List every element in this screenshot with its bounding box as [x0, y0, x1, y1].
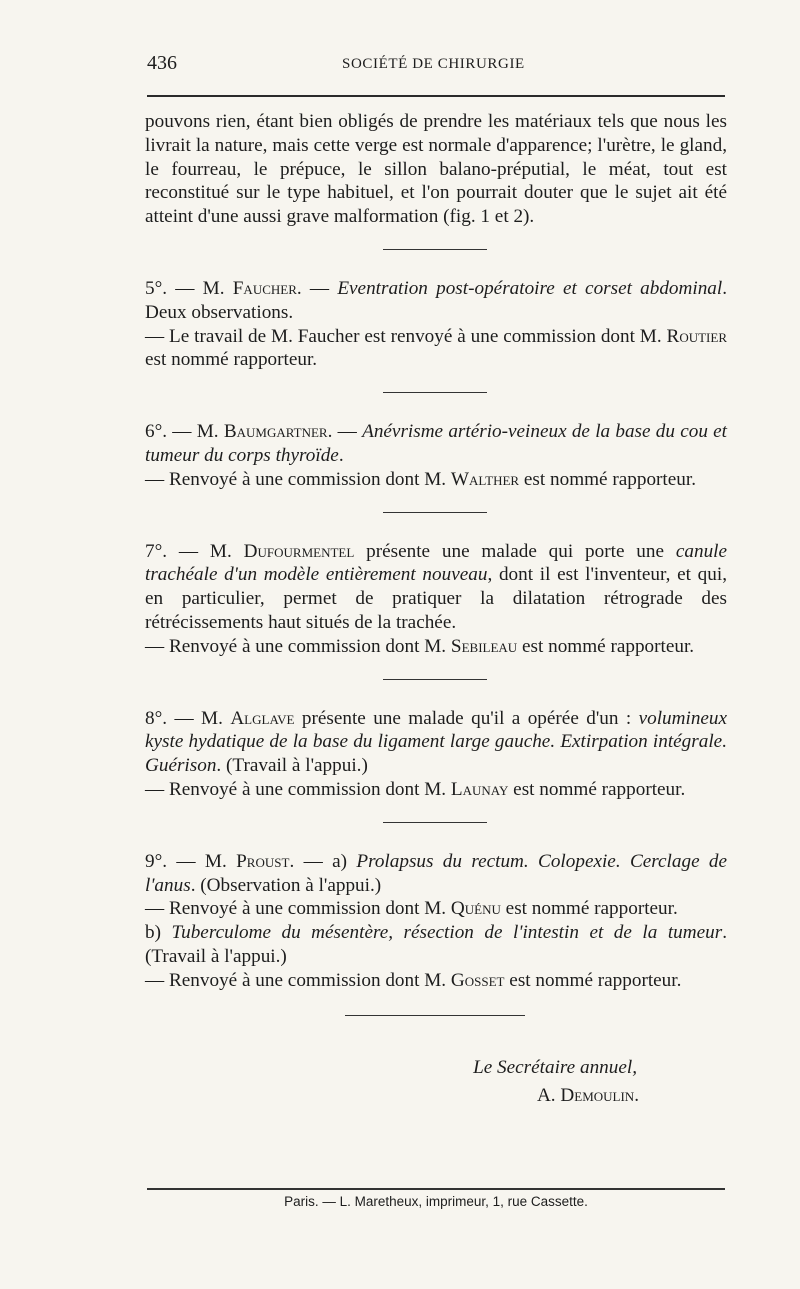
signature-name: A. Demoulin. [536, 1084, 639, 1106]
rapporteur-name: Routier [666, 325, 727, 347]
item-entry: b) Tuberculome du mésentère, résection de l'intestin et de la tumeur. (Travail à l'appui.) [145, 922, 727, 967]
separator [383, 679, 487, 680]
item-title: Prolapsus du rectum. Colopexie. Cerclage de l'anus [145, 850, 728, 896]
item-7 [145, 540, 727, 659]
item-5 [145, 277, 727, 372]
separator [383, 512, 487, 513]
referral: — Renvoyé à une commission dont M. Walther est nommé rapporteur. [145, 468, 696, 490]
author-name: Alglave [230, 707, 295, 729]
author-name: Proust [236, 850, 290, 872]
rapporteur-name: Sebileau [450, 635, 518, 657]
item-6 [145, 420, 727, 491]
separator [345, 1015, 525, 1016]
referral: — Renvoyé à une commission dont M. Quénu est nommé rapporteur. [145, 898, 678, 920]
author-name: Dufourmentel [243, 540, 355, 562]
referral: — Le travail de M. Faucher est renvoyé à une commission dont M. Routier est nommé rapporteur. [145, 325, 727, 371]
item-8 [145, 707, 727, 802]
referral: — Renvoyé à une commission dont M. Gosset est nommé rapporteur. [145, 969, 682, 991]
item-9 [145, 850, 727, 993]
rapporteur-name: Walther [450, 468, 520, 490]
rapporteur-name: Gosset [450, 969, 505, 991]
separator [383, 392, 487, 393]
author-name: Faucher [232, 277, 297, 299]
separator [383, 249, 487, 250]
item-entry: 5°. — M. Faucher. — Eventration post-opératoire et corset abdominal. Deux observations. [145, 277, 728, 323]
printer-imprint: Paris. — L. Maretheux, imprimeur, 1, rue Cassette. [284, 1194, 588, 1209]
signature-role: Le Secrétaire annuel, [473, 1056, 637, 1078]
item-entry: 7°. — M. Dufourmentel présente une malade qui porte une canule trachéale d'un modèle entièrement nouveau, dont il est l'inventeur, et qui, en particulier, permet de pratiquer la dilatation rétrograde des rétrécissements haut situés de la trachée. [145, 540, 728, 633]
signature-block [145, 1054, 727, 1110]
referral: — Renvoyé à une commission dont M. Sebileau est nommé rapporteur. [145, 635, 695, 657]
item-title: Anévrisme artério-veineux de la base du cou et tumeur du corps thyroïde [145, 421, 728, 466]
referral: — Renvoyé à une commission dont M. Launay est nommé rapporteur. [145, 778, 686, 800]
intro-paragraph: pouvons rien, étant bien obligés de prendre les matériaux tels que nous les livrait la nature, mais cette verge est normale d'apparence; l'urètre, le gland, le fourreau, le prépuce, le sillon balano-préputial, le méat, tout est reconstitué sur le type habituel, et l'on pourrait douter que le sujet ait été atteint d'une aussi grave malformation (fig. 1 et 2). [145, 111, 727, 228]
item-entry: 9°. — M. Proust. — a) Prolapsus du rectum. Colopexie. Cerclage de l'anus. (Observation à l'appui.) [145, 850, 728, 896]
item-entry: 8°. — M. Alglave présente une malade qu'il a opérée d'un : volumineux kyste hydatique de la base du ligament large gauche. Extirpation intégrale. Guérison. (Travail à l'appui.) [145, 707, 728, 777]
item-entry: 6°. — M. Baumgartner. — Anévrisme artério-veineux de la base du cou et tumeur du corps thyroïde. [145, 421, 728, 466]
page-number: 436 [147, 52, 177, 74]
rapporteur-name: Quénu [450, 898, 501, 920]
separator [383, 822, 487, 823]
rapporteur-name: Launay [450, 778, 509, 800]
running-head: SOCIÉTÉ DE CHIRURGIE [342, 56, 525, 72]
item-title: Eventration post-opératoire et corset abdominal [337, 277, 723, 299]
author-name: Baumgartner [223, 421, 328, 443]
item-title: Tuberculome du mésentère, résection de l'intestin et de la tumeur [171, 922, 723, 944]
item-title: canule trachéale d'un modèle entièrement nouveau [145, 540, 728, 586]
footer-rule [147, 1188, 725, 1190]
item-title: volumineux kyste hydatique de la base du ligament large gauche. Extirpation intégrale. Guérison [145, 707, 728, 777]
header-rule [147, 95, 725, 97]
article-body [145, 110, 727, 1110]
